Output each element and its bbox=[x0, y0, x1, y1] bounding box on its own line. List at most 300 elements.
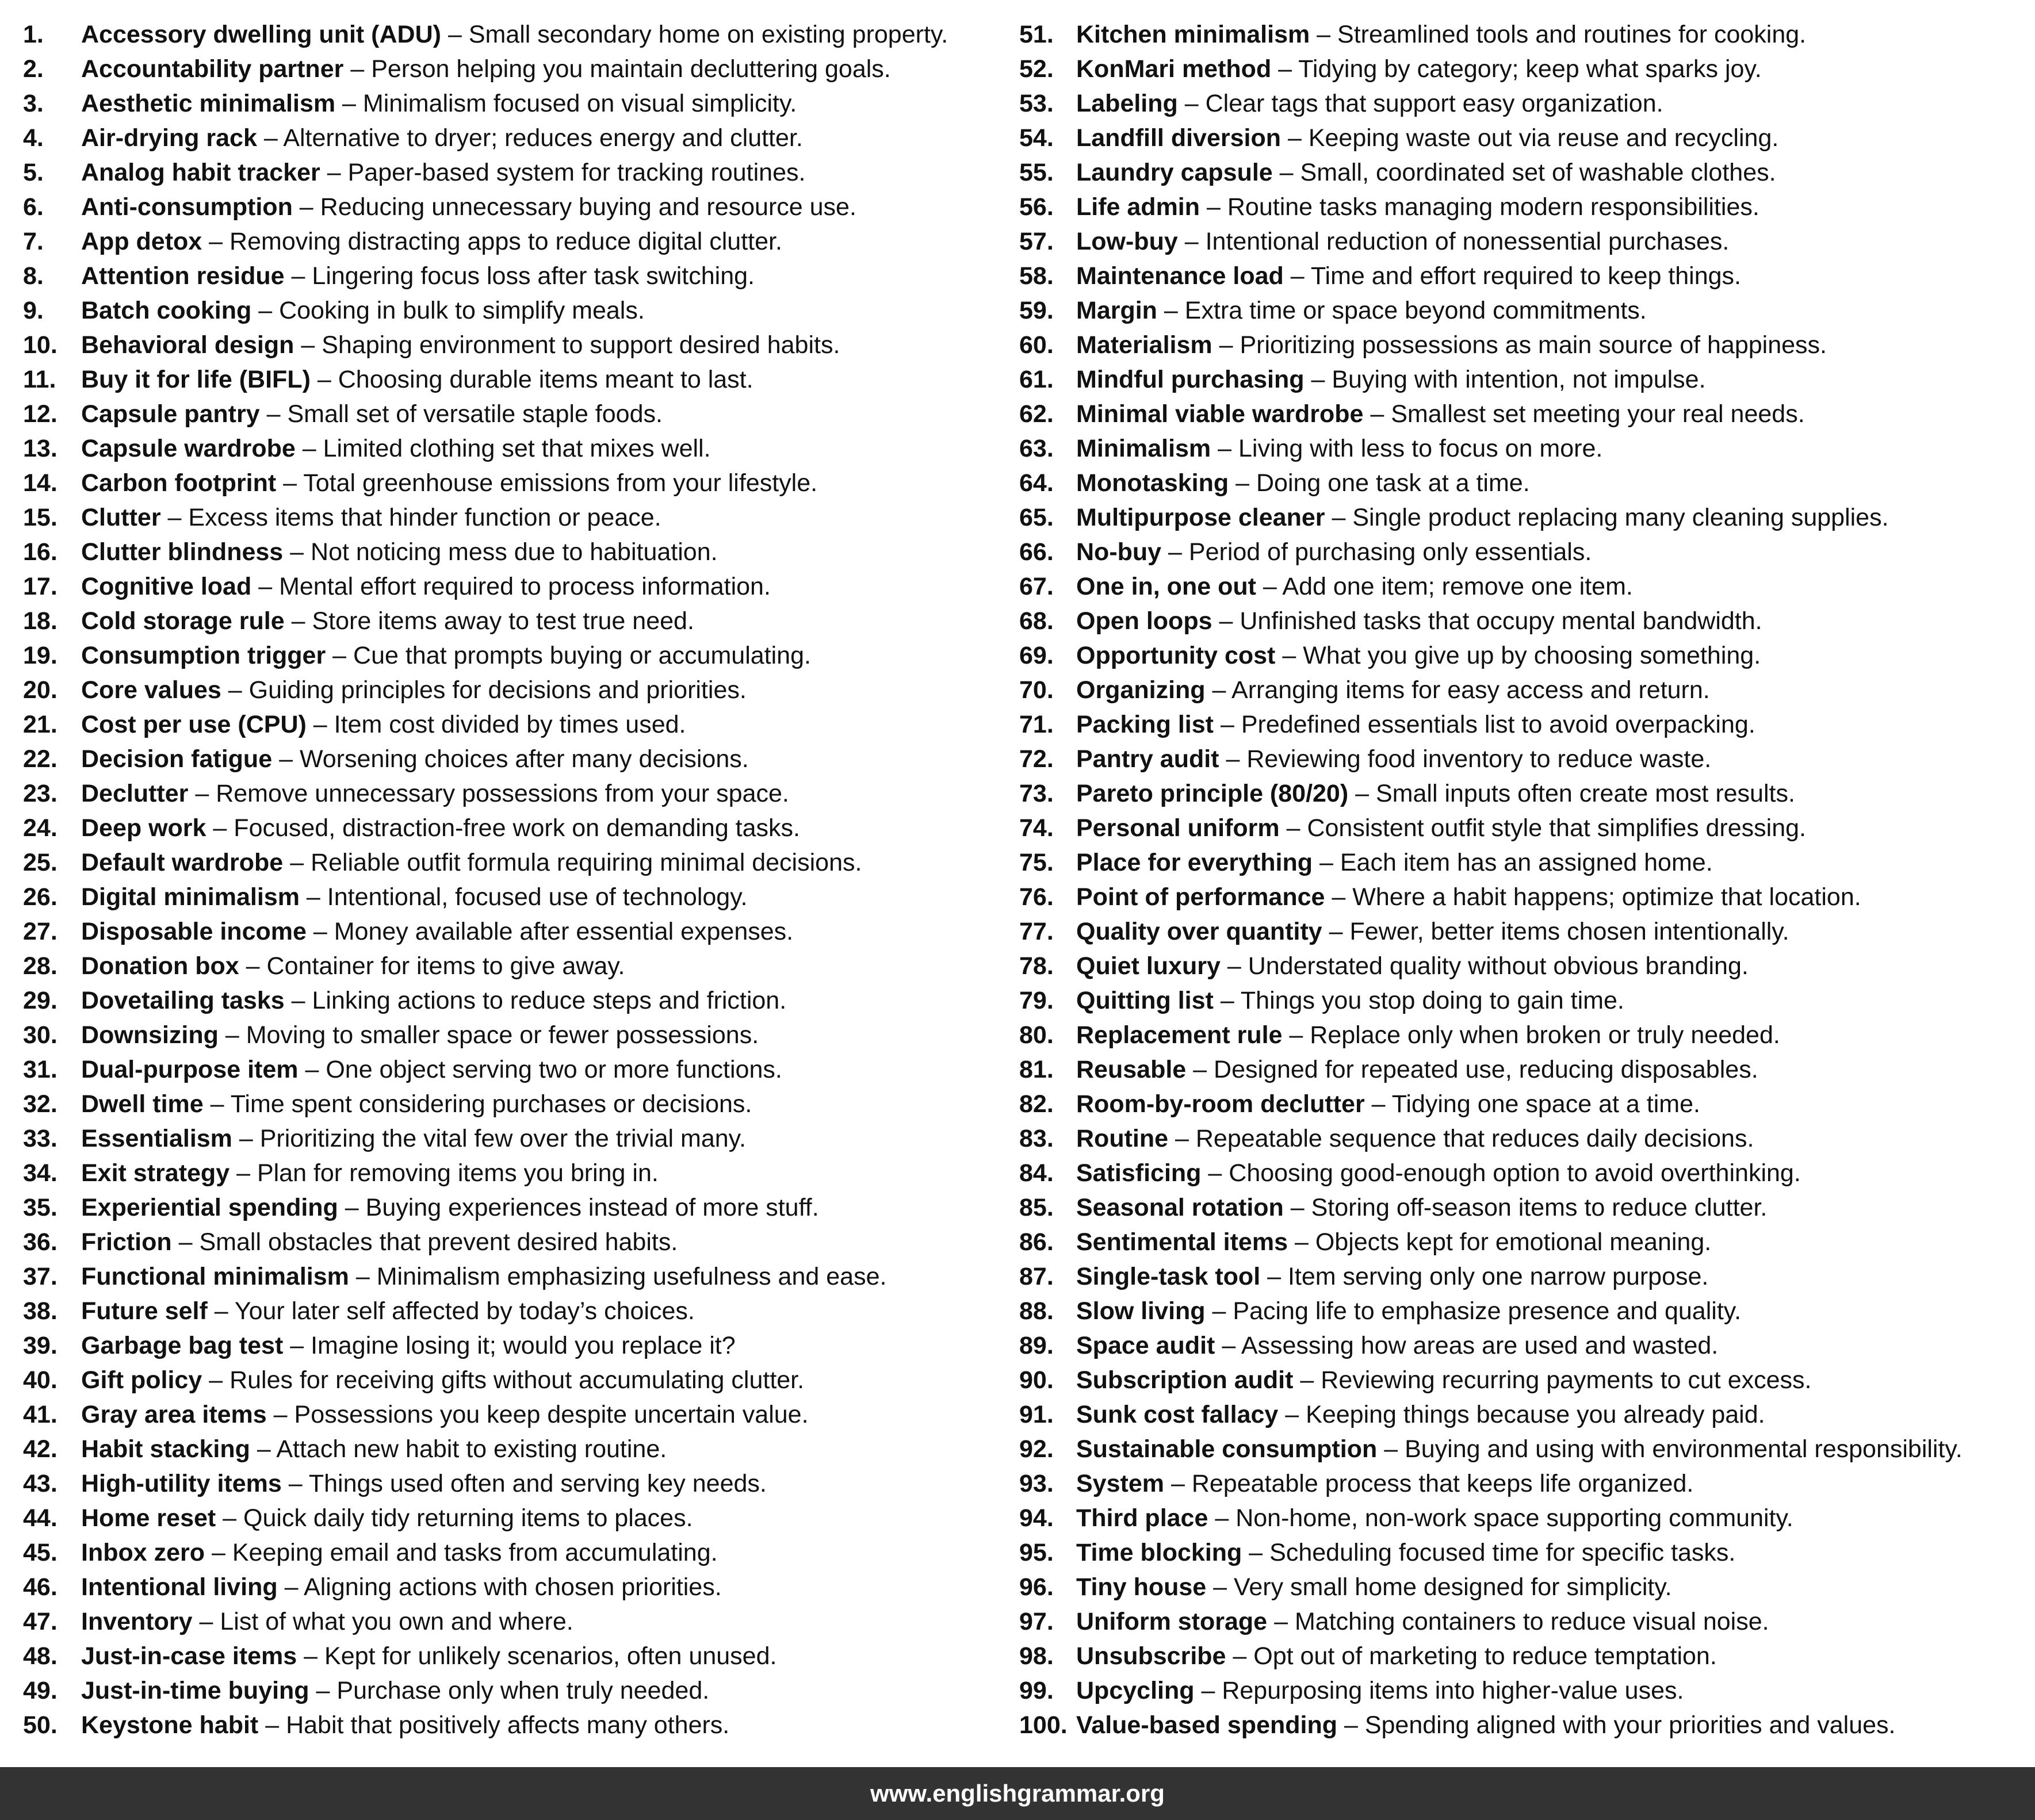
entry-separator: – bbox=[1274, 1608, 1288, 1635]
entry-number: 26. bbox=[23, 883, 58, 911]
entry-separator: – bbox=[239, 1125, 253, 1152]
entry-text bbox=[1076, 1639, 1717, 1673]
entry-text bbox=[81, 1121, 746, 1156]
glossary-entry bbox=[1019, 190, 2026, 224]
entry-term: Friction bbox=[81, 1228, 172, 1256]
entry-number: 97. bbox=[1019, 1608, 1054, 1635]
glossary-entry bbox=[23, 742, 1001, 776]
glossary-entry bbox=[23, 569, 1001, 604]
entry-text bbox=[81, 1052, 782, 1087]
entry-text bbox=[81, 1639, 776, 1673]
entry-number: 73. bbox=[1019, 780, 1054, 807]
entry-definition: Small secondary home on existing property. bbox=[468, 21, 948, 48]
glossary-entry bbox=[23, 17, 1001, 52]
entry-number: 15. bbox=[23, 504, 58, 531]
entry-definition: Tidying one space at a time. bbox=[1391, 1090, 1700, 1118]
entry-definition: Objects kept for emotional meaning. bbox=[1315, 1228, 1712, 1256]
entry-separator: – bbox=[1263, 573, 1277, 600]
entry-definition: Small obstacles that prevent desired habits. bbox=[199, 1228, 678, 1256]
entry-term: Room-by-room declutter bbox=[1076, 1090, 1365, 1118]
entry-number: 64. bbox=[1019, 469, 1054, 497]
entry-separator: – bbox=[1249, 1539, 1263, 1566]
entry-text bbox=[1076, 914, 1789, 949]
entry-text bbox=[1076, 604, 1762, 638]
glossary-entry bbox=[1019, 52, 2026, 86]
entry-definition: Things you stop doing to gain time. bbox=[1240, 987, 1624, 1014]
entry-term: Capsule wardrobe bbox=[81, 435, 296, 462]
entry-separator: – bbox=[257, 1435, 271, 1463]
entry-text bbox=[1076, 121, 1778, 155]
glossary-entry bbox=[1019, 776, 2026, 811]
entry-definition: Very small home designed for simplicity. bbox=[1234, 1573, 1672, 1601]
entry-number: 89. bbox=[1019, 1332, 1054, 1359]
entry-term: Intentional living bbox=[81, 1573, 278, 1601]
entry-definition: Buying experiences instead of more stuff. bbox=[365, 1194, 819, 1221]
entry-separator: – bbox=[1287, 124, 1302, 152]
entry-text bbox=[1076, 1328, 1718, 1363]
entry-term: Anti-consumption bbox=[81, 193, 293, 221]
entry-number: 62. bbox=[1019, 400, 1054, 428]
entry-separator: – bbox=[291, 987, 305, 1014]
entry-number: 60. bbox=[1019, 331, 1054, 359]
entry-number: 77. bbox=[1019, 918, 1054, 945]
glossary-entry bbox=[1019, 1397, 2026, 1432]
glossary-entry bbox=[1019, 1259, 2026, 1294]
entry-term: Labeling bbox=[1076, 90, 1178, 117]
entry-text bbox=[1076, 1156, 1801, 1190]
glossary-entry bbox=[23, 673, 1001, 707]
entry-definition: Streamlined tools and routines for cooking. bbox=[1337, 21, 1807, 48]
glossary-entry bbox=[23, 259, 1001, 293]
entry-term: Essentialism bbox=[81, 1125, 232, 1152]
entry-number: 24. bbox=[23, 814, 58, 842]
entry-separator: – bbox=[1311, 366, 1325, 393]
entry-text bbox=[1076, 1432, 1963, 1466]
entry-separator: – bbox=[355, 1263, 370, 1290]
entry-term: Home reset bbox=[81, 1504, 216, 1532]
entry-separator: – bbox=[291, 607, 305, 635]
glossary-entry bbox=[23, 500, 1001, 535]
entry-text bbox=[81, 328, 840, 362]
entry-term: Garbage bag test bbox=[81, 1332, 284, 1359]
entry-separator: – bbox=[1215, 1504, 1229, 1532]
footer-bar bbox=[0, 1767, 2035, 1820]
entry-text bbox=[1076, 949, 1749, 983]
entry-text bbox=[1076, 1604, 1769, 1639]
glossary-entry bbox=[23, 1604, 1001, 1639]
entry-separator: – bbox=[213, 814, 227, 842]
entry-number: 53. bbox=[1019, 90, 1054, 117]
entry-definition: Prioritizing possessions as main source of happiness. bbox=[1240, 331, 1827, 359]
entry-term: Disposable income bbox=[81, 918, 307, 945]
entry-text bbox=[1076, 983, 1624, 1018]
entry-number: 43. bbox=[23, 1470, 58, 1497]
entry-text bbox=[1076, 707, 1755, 742]
entry-term: Space audit bbox=[1076, 1332, 1215, 1359]
entry-term: App detox bbox=[81, 228, 202, 255]
entry-definition: Plan for removing items you bring in. bbox=[257, 1159, 659, 1187]
entry-number: 100. bbox=[1019, 1711, 1068, 1739]
glossary-entry bbox=[23, 121, 1001, 155]
entry-text bbox=[81, 1156, 659, 1190]
entry-separator: – bbox=[209, 1366, 223, 1394]
entry-definition: Moving to smaller space or fewer possessions. bbox=[246, 1021, 759, 1049]
entry-text bbox=[81, 1673, 709, 1708]
entry-definition: Aligning actions with chosen priorities. bbox=[304, 1573, 722, 1601]
entry-number: 13. bbox=[23, 435, 58, 462]
entry-separator: – bbox=[290, 538, 304, 566]
entry-separator: – bbox=[332, 642, 347, 669]
entry-definition: Small set of versatile staple foods. bbox=[287, 400, 663, 428]
entry-definition: Clear tags that support easy organization. bbox=[1205, 90, 1663, 117]
entry-definition: Keeping waste out via reuse and recycling. bbox=[1308, 124, 1779, 152]
entry-separator: – bbox=[195, 780, 209, 807]
entry-definition: Replace only when broken or truly needed. bbox=[1310, 1021, 1780, 1049]
entry-text bbox=[81, 1087, 752, 1121]
entry-term: Dual-purpose item bbox=[81, 1056, 299, 1083]
glossary-entry bbox=[23, 1397, 1001, 1432]
entry-separator: – bbox=[258, 297, 273, 324]
entry-text bbox=[81, 397, 663, 431]
entry-separator: – bbox=[1282, 642, 1296, 669]
glossary-entry bbox=[23, 431, 1001, 466]
glossary-entry bbox=[1019, 707, 2026, 742]
entry-term: Single-task tool bbox=[1076, 1263, 1261, 1290]
entry-number: 45. bbox=[23, 1539, 58, 1566]
entry-text bbox=[1076, 569, 1633, 604]
entry-number: 58. bbox=[1019, 262, 1054, 290]
entry-number: 2. bbox=[23, 55, 44, 83]
entry-definition: Reliable outfit formula requiring minimal decisions. bbox=[311, 849, 862, 876]
entry-definition: Routine tasks managing modern responsibilities. bbox=[1227, 193, 1759, 221]
entry-text bbox=[81, 1535, 718, 1570]
entry-number: 79. bbox=[1019, 987, 1054, 1014]
entry-text bbox=[1076, 1121, 1754, 1156]
glossary-entry bbox=[23, 1190, 1001, 1225]
entry-definition: Repurposing items into higher-value uses. bbox=[1222, 1677, 1684, 1704]
entry-separator: – bbox=[1233, 1642, 1247, 1670]
entry-term: Buy it for life (BIFL) bbox=[81, 366, 311, 393]
entry-text bbox=[81, 1466, 767, 1501]
entry-text bbox=[81, 466, 817, 500]
entry-term: Upcycling bbox=[1076, 1677, 1195, 1704]
glossary-entry bbox=[1019, 1432, 2026, 1466]
entry-definition: Your later self affected by today’s choices. bbox=[234, 1297, 695, 1325]
entry-definition: Choosing good-enough option to avoid overthinking. bbox=[1229, 1159, 1801, 1187]
entry-definition: Rules for receiving gifts without accumulating clutter. bbox=[229, 1366, 805, 1394]
entry-text bbox=[1076, 776, 1795, 811]
entry-separator: – bbox=[199, 1608, 213, 1635]
entry-text bbox=[1076, 535, 1592, 569]
entry-term: Attention residue bbox=[81, 262, 285, 290]
entry-separator: – bbox=[305, 1056, 319, 1083]
entry-separator: – bbox=[291, 262, 305, 290]
entry-separator: – bbox=[223, 1504, 237, 1532]
glossary-entry bbox=[1019, 742, 2026, 776]
glossary-entry bbox=[1019, 121, 2026, 155]
entry-term: Consumption trigger bbox=[81, 642, 326, 669]
entry-separator: – bbox=[210, 1090, 224, 1118]
entry-text bbox=[1076, 742, 1711, 776]
entry-separator: – bbox=[1278, 55, 1292, 83]
entry-term: Analog habit tracker bbox=[81, 159, 320, 186]
entry-definition: Non-home, non-work space supporting community. bbox=[1235, 1504, 1793, 1532]
entry-term: Digital minimalism bbox=[81, 883, 300, 911]
entry-separator: – bbox=[1175, 1125, 1189, 1152]
entry-separator: – bbox=[246, 952, 260, 980]
glossary-entry bbox=[1019, 431, 2026, 466]
entry-separator: – bbox=[1226, 745, 1240, 773]
entry-term: Reusable bbox=[1076, 1056, 1187, 1083]
entry-term: Minimalism bbox=[1076, 435, 1211, 462]
entry-separator: – bbox=[1220, 987, 1234, 1014]
entry-definition: Item cost divided by times used. bbox=[334, 711, 686, 738]
entry-separator: – bbox=[1218, 435, 1232, 462]
entry-term: Kitchen minimalism bbox=[1076, 21, 1310, 48]
entry-term: Maintenance load bbox=[1076, 262, 1284, 290]
entry-definition: Removing distracting apps to reduce digital clutter. bbox=[229, 228, 782, 255]
glossary-entry bbox=[23, 1328, 1001, 1363]
entry-term: Gift policy bbox=[81, 1366, 202, 1394]
entry-separator: – bbox=[1384, 1435, 1398, 1463]
entry-separator: – bbox=[178, 1228, 193, 1256]
entry-text bbox=[1076, 811, 1806, 845]
entry-text bbox=[81, 1570, 722, 1604]
entry-definition: Prioritizing the vital few over the trivial many. bbox=[259, 1125, 746, 1152]
glossary-entry bbox=[23, 845, 1001, 880]
entry-text bbox=[1076, 1018, 1780, 1052]
entry-term: Slow living bbox=[1076, 1297, 1206, 1325]
entry-term: Exit strategy bbox=[81, 1159, 230, 1187]
entry-text bbox=[81, 190, 856, 224]
entry-definition: Worsening choices after many decisions. bbox=[299, 745, 749, 773]
entry-separator: – bbox=[1286, 814, 1300, 842]
glossary-entry bbox=[1019, 535, 2026, 569]
entry-separator: – bbox=[299, 193, 313, 221]
entry-term: Keystone habit bbox=[81, 1711, 259, 1739]
entry-separator: – bbox=[1289, 1021, 1303, 1049]
glossary-entry bbox=[1019, 1570, 2026, 1604]
entry-text bbox=[81, 569, 771, 604]
entry-definition: Tidying by category; keep what sparks joy. bbox=[1298, 55, 1762, 83]
entry-separator: – bbox=[1344, 1711, 1358, 1739]
entry-term: Place for everything bbox=[1076, 849, 1313, 876]
entry-text bbox=[81, 983, 786, 1018]
entry-definition: Lingering focus loss after task switching. bbox=[312, 262, 755, 290]
entry-separator: – bbox=[1235, 469, 1250, 497]
entry-term: Sunk cost fallacy bbox=[1076, 1401, 1279, 1428]
entry-number: 1. bbox=[23, 21, 44, 48]
entry-separator: – bbox=[1332, 504, 1346, 531]
entry-separator: – bbox=[306, 883, 320, 911]
entry-definition: Extra time or space beyond commitments. bbox=[1184, 297, 1647, 324]
glossary-entry bbox=[23, 707, 1001, 742]
entry-separator: – bbox=[1227, 952, 1241, 980]
entry-number: 95. bbox=[1019, 1539, 1054, 1566]
entry-text bbox=[81, 914, 793, 949]
entry-text bbox=[81, 121, 803, 155]
entry-number: 16. bbox=[23, 538, 58, 566]
entry-separator: – bbox=[1290, 1194, 1305, 1221]
entry-text bbox=[81, 535, 718, 569]
entry-term: Behavioral design bbox=[81, 331, 294, 359]
entry-term: Cold storage rule bbox=[81, 607, 285, 635]
entry-separator: – bbox=[225, 1021, 239, 1049]
glossary-entry bbox=[1019, 1225, 2026, 1259]
entry-term: Subscription audit bbox=[1076, 1366, 1294, 1394]
glossary-entry bbox=[23, 1156, 1001, 1190]
glossary-entry bbox=[1019, 1018, 2026, 1052]
entry-definition: Cue that prompts buying or accumulating. bbox=[353, 642, 811, 669]
glossary-entry bbox=[23, 776, 1001, 811]
entry-separator: – bbox=[266, 400, 281, 428]
glossary-entry bbox=[1019, 224, 2026, 259]
entry-number: 35. bbox=[23, 1194, 58, 1221]
glossary-entry bbox=[23, 52, 1001, 86]
entry-number: 67. bbox=[1019, 573, 1054, 600]
entry-text bbox=[1076, 845, 1713, 880]
entry-term: Laundry capsule bbox=[1076, 159, 1273, 186]
entry-separator: – bbox=[214, 1297, 228, 1325]
entry-text bbox=[1076, 1535, 1735, 1570]
entry-number: 59. bbox=[1019, 297, 1054, 324]
entry-number: 3. bbox=[23, 90, 44, 117]
entry-text bbox=[81, 1397, 809, 1432]
entry-text bbox=[81, 673, 747, 707]
entry-separator: – bbox=[1193, 1056, 1207, 1083]
entry-term: Multipurpose cleaner bbox=[1076, 504, 1325, 531]
entry-definition: Predefined essentials list to avoid overpacking. bbox=[1241, 711, 1755, 738]
entry-separator: – bbox=[1222, 1332, 1236, 1359]
entry-term: Cognitive load bbox=[81, 573, 252, 600]
entry-term: Habit stacking bbox=[81, 1435, 250, 1463]
entry-separator: – bbox=[1267, 1263, 1282, 1290]
entry-term: Dovetailing tasks bbox=[81, 987, 285, 1014]
glossary-entry bbox=[23, 1018, 1001, 1052]
glossary-entry bbox=[1019, 86, 2026, 121]
entry-term: Opportunity cost bbox=[1076, 642, 1276, 669]
entry-text bbox=[81, 1501, 693, 1535]
entry-text bbox=[81, 259, 755, 293]
entry-number: 44. bbox=[23, 1504, 58, 1532]
entry-text bbox=[81, 845, 862, 880]
entry-term: Downsizing bbox=[81, 1021, 219, 1049]
entry-definition: Paper-based system for tracking routines. bbox=[347, 159, 806, 186]
entry-separator: – bbox=[1290, 262, 1305, 290]
entry-number: 65. bbox=[1019, 504, 1054, 531]
footer-website[interactable]: www.englishgrammar.org bbox=[870, 1780, 1165, 1807]
entry-separator: – bbox=[265, 1711, 280, 1739]
entry-term: Materialism bbox=[1076, 331, 1212, 359]
entry-separator: – bbox=[258, 573, 273, 600]
entry-text bbox=[1076, 1708, 1896, 1742]
glossary-entry bbox=[1019, 811, 2026, 845]
entry-definition: Kept for unlikely scenarios, often unused. bbox=[324, 1642, 777, 1670]
entry-term: Inbox zero bbox=[81, 1539, 205, 1566]
entry-text bbox=[1076, 466, 1530, 500]
glossary-entry bbox=[23, 914, 1001, 949]
entry-term: Quitting list bbox=[1076, 987, 1214, 1014]
entry-separator: – bbox=[317, 366, 331, 393]
entry-definition: Time and effort required to keep things. bbox=[1310, 262, 1741, 290]
glossary-entry bbox=[23, 1121, 1001, 1156]
entry-term: Functional minimalism bbox=[81, 1263, 349, 1290]
entry-definition: Total greenhouse emissions from your lifestyle. bbox=[303, 469, 818, 497]
entry-term: Carbon footprint bbox=[81, 469, 277, 497]
entry-term: Gray area items bbox=[81, 1401, 267, 1428]
entry-text bbox=[81, 1604, 573, 1639]
glossary-entry bbox=[1019, 155, 2026, 190]
entry-definition: Single product replacing many cleaning supplies. bbox=[1352, 504, 1889, 531]
entry-separator: – bbox=[1370, 400, 1384, 428]
entry-definition: Things used often and serving key needs. bbox=[308, 1470, 767, 1497]
entry-number: 29. bbox=[23, 987, 58, 1014]
glossary-entry bbox=[23, 155, 1001, 190]
entry-definition: Habit that positively affects many others. bbox=[286, 1711, 730, 1739]
entry-separator: – bbox=[211, 1539, 225, 1566]
entry-separator: – bbox=[228, 676, 242, 704]
glossary-entry bbox=[23, 1535, 1001, 1570]
entry-text bbox=[1076, 1501, 1793, 1535]
glossary-entry bbox=[1019, 1501, 2026, 1535]
entry-text bbox=[1076, 1294, 1741, 1328]
entry-number: 47. bbox=[23, 1608, 58, 1635]
entry-term: Landfill diversion bbox=[1076, 124, 1281, 152]
entry-number: 40. bbox=[23, 1366, 58, 1394]
entry-separator: – bbox=[167, 504, 182, 531]
glossary-entry bbox=[1019, 1156, 2026, 1190]
glossary-entry bbox=[23, 293, 1001, 328]
entry-definition: Cooking in bulk to simplify meals. bbox=[279, 297, 645, 324]
entry-separator: – bbox=[273, 1401, 288, 1428]
glossary-entry bbox=[23, 1432, 1001, 1466]
glossary-entry bbox=[1019, 880, 2026, 914]
entry-number: 84. bbox=[1019, 1159, 1054, 1187]
entry-text bbox=[81, 880, 747, 914]
glossary-entry bbox=[23, 604, 1001, 638]
entry-definition: Repeatable sequence that reduces daily decisions. bbox=[1195, 1125, 1754, 1152]
entry-definition: Assessing how areas are used and wasted. bbox=[1241, 1332, 1719, 1359]
entry-text bbox=[1076, 1570, 1672, 1604]
entry-term: Clutter bbox=[81, 504, 161, 531]
entry-definition: Linking actions to reduce steps and friction. bbox=[312, 987, 787, 1014]
entry-definition: Mental effort required to process information. bbox=[279, 573, 771, 600]
entry-term: Declutter bbox=[81, 780, 189, 807]
entry-definition: What you give up by choosing something. bbox=[1303, 642, 1761, 669]
entry-term: Time blocking bbox=[1076, 1539, 1242, 1566]
entry-definition: Small inputs often create most results. bbox=[1376, 780, 1795, 807]
entry-separator: – bbox=[302, 435, 316, 462]
glossary-entry bbox=[1019, 1052, 2026, 1087]
glossary-entry bbox=[23, 1294, 1001, 1328]
entry-term: Organizing bbox=[1076, 676, 1206, 704]
entry-text bbox=[1076, 190, 1759, 224]
glossary-entry bbox=[1019, 638, 2026, 673]
glossary-entry bbox=[23, 535, 1001, 569]
glossary-entry bbox=[23, 86, 1001, 121]
glossary-entry bbox=[1019, 949, 2026, 983]
glossary-entry bbox=[23, 1708, 1001, 1742]
entry-separator: – bbox=[447, 21, 462, 48]
glossary-entry bbox=[1019, 1190, 2026, 1225]
glossary-entry bbox=[1019, 1363, 2026, 1397]
entry-separator: – bbox=[1294, 1228, 1309, 1256]
entry-text bbox=[1076, 17, 1806, 52]
entry-separator: – bbox=[301, 331, 315, 359]
entry-number: 99. bbox=[1019, 1677, 1054, 1704]
entry-definition: Minimalism focused on visual simplicity. bbox=[362, 90, 797, 117]
entry-separator: – bbox=[1220, 711, 1234, 738]
